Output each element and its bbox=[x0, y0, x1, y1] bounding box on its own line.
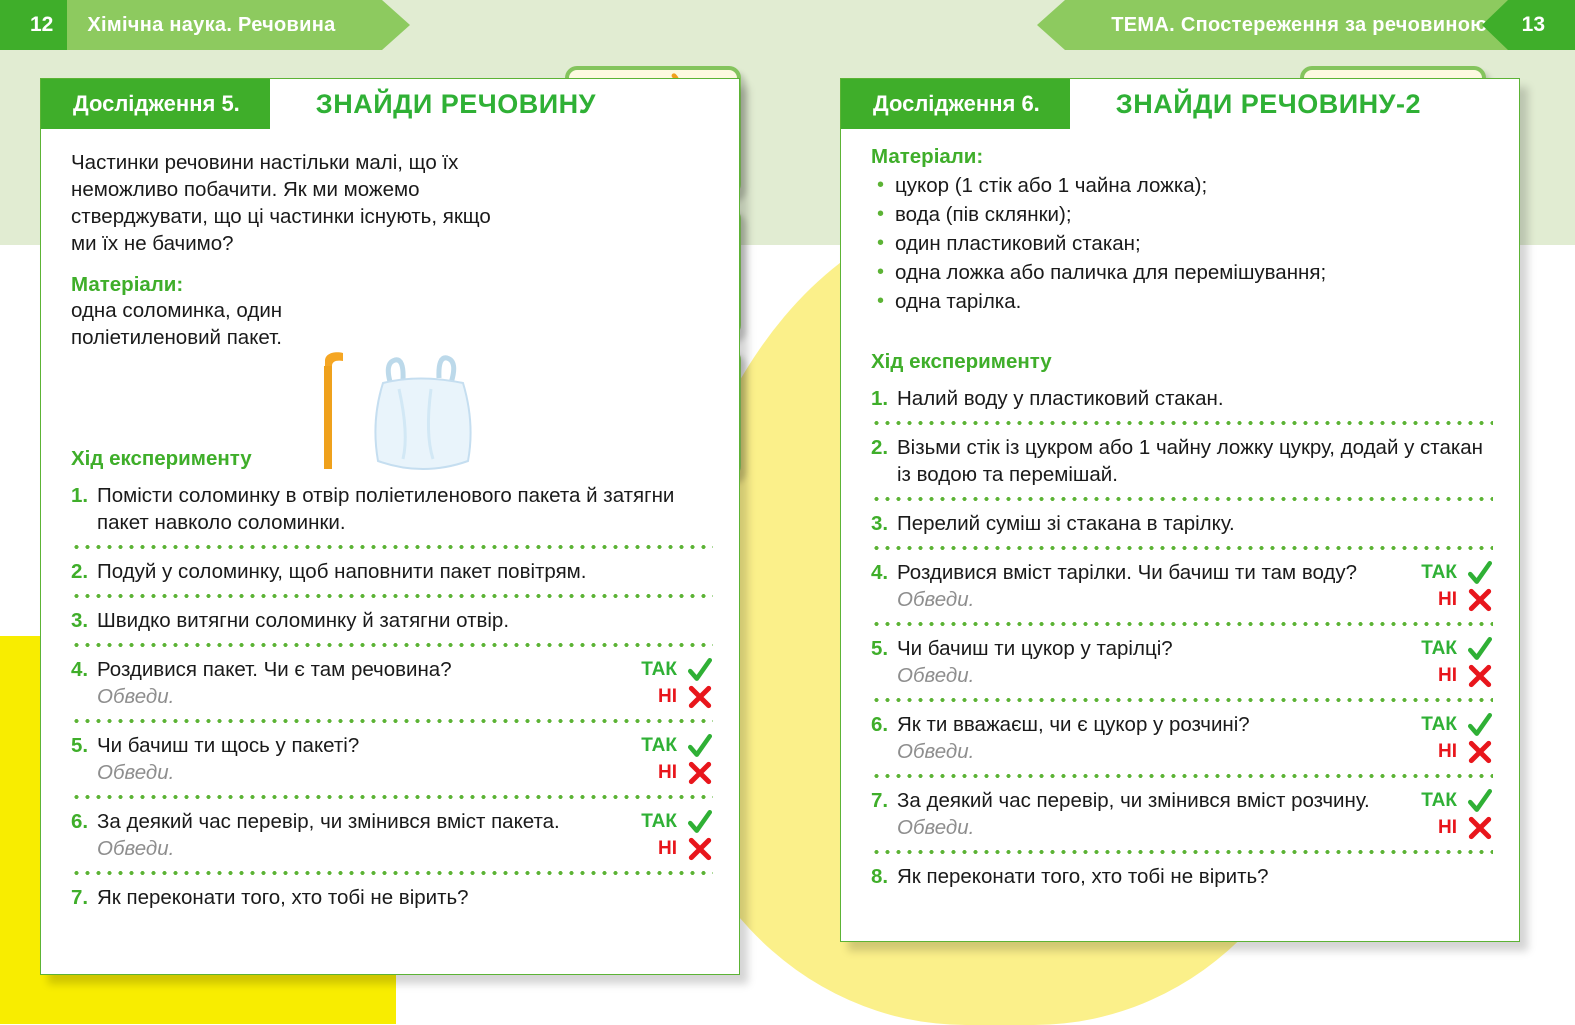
answer-no-label: НІ bbox=[1438, 664, 1457, 686]
step-text: За деякий час перевір, чи змінився вміст розчину. Обведи. bbox=[897, 789, 1370, 839]
answer-no-option[interactable] bbox=[643, 683, 713, 710]
title-notch-left bbox=[41, 79, 67, 129]
experiment-step bbox=[71, 803, 713, 867]
material-item: • цукор (1 стік або 1 чайна ложка); bbox=[871, 171, 1493, 200]
answer-no-label: НІ bbox=[658, 761, 677, 783]
yes-no-answer-group bbox=[1415, 635, 1493, 689]
cross-mark-icon bbox=[1467, 815, 1493, 841]
step-divider bbox=[871, 622, 1493, 626]
answer-no-label: НІ bbox=[1438, 740, 1457, 762]
step-text: Налий воду у пластиковий стакан. bbox=[897, 387, 1224, 410]
cross-mark-icon bbox=[1467, 587, 1493, 613]
experiment-step bbox=[871, 380, 1493, 417]
step-number: 1. bbox=[71, 484, 89, 507]
step-hint: Обведи. bbox=[97, 761, 175, 784]
answer-no-label: НІ bbox=[658, 837, 677, 859]
title-notch-right bbox=[841, 79, 867, 129]
materials-text-left: одна соломинка, один поліетиленовий пакет. bbox=[71, 299, 283, 349]
answer-no-label: НІ bbox=[1438, 588, 1457, 610]
check-mark-icon bbox=[687, 657, 713, 683]
experiment-step bbox=[871, 706, 1493, 770]
answer-yes-label: ТАК bbox=[1421, 713, 1457, 735]
step-text: Як переконати того, хто тобі не вірить? bbox=[897, 865, 1269, 888]
yes-no-answer-group bbox=[635, 656, 713, 710]
step-number: 2. bbox=[871, 436, 889, 459]
material-item: • один пластиковий стакан; bbox=[871, 229, 1493, 258]
material-item: • одна тарілка. bbox=[871, 287, 1493, 316]
step-number: 3. bbox=[71, 609, 89, 632]
yes-no-answer-group bbox=[635, 732, 713, 786]
intro-paragraph-left: Частинки речовини настільки малі, що їх неможливо побачити. Як ми можемо стверджувати, що ці частинки існують, якщо ми їх не бачимо? bbox=[71, 151, 491, 255]
step-number: 8. bbox=[871, 865, 889, 888]
materials-list-right bbox=[871, 171, 1493, 316]
yes-no-answer-group bbox=[1415, 711, 1493, 765]
step-divider bbox=[871, 497, 1493, 501]
experiment-tag-right: Дослідження 6. bbox=[873, 91, 1040, 116]
steps-list-right bbox=[871, 380, 1493, 895]
steps-list-left bbox=[71, 477, 713, 916]
step-text: Як ти вважаєш, чи є цукор у розчині? Обведи. bbox=[897, 713, 1250, 763]
step-text: Помісти соломинку в отвір поліетиленового пакета й затягни пакет навколо соломинки. bbox=[97, 484, 675, 534]
answer-yes-option[interactable] bbox=[643, 732, 713, 759]
answer-yes-option[interactable] bbox=[1423, 787, 1493, 814]
answer-no-option[interactable] bbox=[1423, 738, 1493, 765]
cross-mark-icon bbox=[1467, 739, 1493, 765]
check-mark-icon bbox=[1467, 712, 1493, 738]
straw-and-bag-illustration bbox=[291, 339, 521, 489]
step-text: Чи бачиш ти цукор у тарілці? Обведи. bbox=[897, 637, 1173, 687]
experiment-step bbox=[71, 727, 713, 791]
cross-mark-icon bbox=[687, 836, 713, 862]
answer-no-option[interactable] bbox=[643, 835, 713, 862]
step-number: 5. bbox=[871, 637, 889, 660]
experiment-step bbox=[71, 553, 713, 590]
card-title-bar-right bbox=[841, 79, 1519, 129]
materials-label-right: Матеріали: bbox=[871, 145, 984, 168]
cross-mark-icon bbox=[1467, 587, 1493, 613]
answer-yes-option[interactable] bbox=[643, 808, 713, 835]
cross-mark-icon bbox=[687, 684, 713, 710]
step-text: Роздивися пакет. Чи є там речовина? Обведи. bbox=[97, 658, 452, 708]
cross-mark-icon bbox=[1467, 739, 1493, 765]
experiment-step bbox=[871, 630, 1493, 694]
answer-no-label: НІ bbox=[1438, 816, 1457, 838]
check-mark-icon bbox=[687, 657, 713, 683]
cross-mark-icon bbox=[687, 684, 713, 710]
check-mark-icon bbox=[1467, 636, 1493, 662]
step-hint: Обведи. bbox=[97, 685, 175, 708]
check-mark-icon bbox=[1467, 560, 1493, 586]
answer-no-option[interactable] bbox=[1423, 586, 1493, 613]
yes-no-answer-group bbox=[1415, 559, 1493, 613]
answer-yes-label: ТАК bbox=[641, 734, 677, 756]
experiment-step bbox=[871, 554, 1493, 618]
materials-label-left: Матеріали: bbox=[71, 273, 184, 296]
check-mark-icon bbox=[1467, 712, 1493, 738]
experiment-step bbox=[871, 505, 1493, 542]
answer-yes-label: ТАК bbox=[641, 810, 677, 832]
step-text: Чи бачиш ти щось у пакеті? Обведи. bbox=[97, 734, 360, 784]
experiment-card-6 bbox=[840, 78, 1520, 942]
chapter-title-right: ТЕМА. Спостереження за речовиною bbox=[1065, 0, 1507, 50]
card-title-bar-left bbox=[41, 79, 739, 129]
answer-yes-label: ТАК bbox=[641, 658, 677, 680]
step-divider bbox=[871, 546, 1493, 550]
step-divider bbox=[71, 871, 713, 875]
experiment-step bbox=[71, 602, 713, 639]
step-hint: Обведи. bbox=[897, 816, 975, 839]
card-body-right bbox=[841, 129, 1519, 941]
answer-no-option[interactable] bbox=[1423, 662, 1493, 689]
step-hint: Обведи. bbox=[897, 588, 975, 611]
cross-mark-icon bbox=[1467, 663, 1493, 689]
step-number: 4. bbox=[71, 658, 89, 681]
cross-mark-icon bbox=[687, 760, 713, 786]
step-text: Візьми стік із цукром або 1 чайну ложку цукру, додай у стакан із водою та перемішай. bbox=[897, 436, 1484, 486]
yes-no-answer-group bbox=[1415, 787, 1493, 841]
step-number: 2. bbox=[71, 560, 89, 583]
cross-mark-icon bbox=[1467, 815, 1493, 841]
step-hint: Обведи. bbox=[897, 664, 975, 687]
chapter-title-left: Хімічна наука. Речовина bbox=[67, 0, 381, 50]
experiment-step bbox=[71, 651, 713, 715]
page-number-left: 12 bbox=[0, 0, 67, 50]
experiment-tag-left: Дослідження 5. bbox=[73, 91, 240, 116]
procedure-label-right: Хід експерименту bbox=[871, 350, 1052, 373]
procedure-label-left: Хід експерименту bbox=[71, 447, 252, 470]
experiment-heading-right: ЗНАЙДИ РЕЧОВИНУ-2 bbox=[1115, 88, 1421, 119]
answer-yes-option[interactable] bbox=[643, 656, 713, 683]
answer-yes-option[interactable] bbox=[1423, 559, 1493, 586]
step-number: 5. bbox=[71, 734, 89, 757]
check-mark-icon bbox=[1467, 788, 1493, 814]
answer-no-option[interactable] bbox=[1423, 814, 1493, 841]
step-divider bbox=[871, 698, 1493, 702]
step-number: 7. bbox=[71, 886, 89, 909]
step-text: Як переконати того, хто тобі не вірить? bbox=[97, 886, 469, 909]
answer-no-option[interactable] bbox=[643, 759, 713, 786]
check-mark-icon bbox=[1467, 560, 1493, 586]
step-number: 7. bbox=[871, 789, 889, 812]
step-divider bbox=[71, 643, 713, 647]
step-text: За деякий час перевір, чи змінився вміст пакета. Обведи. bbox=[97, 810, 560, 860]
experiment-heading-left: ЗНАЙДИ РЕЧОВИНУ bbox=[315, 88, 596, 119]
answer-yes-option[interactable] bbox=[1423, 711, 1493, 738]
experiment-card-5 bbox=[40, 78, 740, 975]
step-divider bbox=[871, 850, 1493, 854]
step-text: Подуй у соломинку, щоб наповнити пакет повітрям. bbox=[97, 560, 587, 583]
step-number: 6. bbox=[71, 810, 89, 833]
answer-yes-label: ТАК bbox=[1421, 637, 1457, 659]
running-header-left bbox=[0, 0, 382, 50]
step-number: 3. bbox=[871, 512, 889, 535]
step-text: Швидко витягни соломинку й затягни отвір. bbox=[97, 609, 510, 632]
running-header-right bbox=[1065, 0, 1575, 50]
experiment-step bbox=[71, 879, 713, 916]
cross-mark-icon bbox=[1467, 663, 1493, 689]
check-mark-icon bbox=[687, 809, 713, 835]
experiment-step bbox=[871, 429, 1493, 493]
step-number: 1. bbox=[871, 387, 889, 410]
step-divider bbox=[71, 594, 713, 598]
answer-no-label: НІ bbox=[658, 685, 677, 707]
step-text: Перелий суміш зі стакана в тарілку. bbox=[897, 512, 1235, 535]
step-divider bbox=[71, 545, 713, 549]
step-hint: Обведи. bbox=[97, 837, 175, 860]
step-divider bbox=[871, 774, 1493, 778]
step-divider bbox=[71, 719, 713, 723]
material-item: • вода (пів склянки); bbox=[871, 200, 1493, 229]
cross-mark-icon bbox=[687, 836, 713, 862]
step-number: 4. bbox=[871, 561, 889, 584]
experiment-step bbox=[871, 858, 1493, 895]
answer-yes-label: ТАК bbox=[1421, 789, 1457, 811]
answer-yes-option[interactable] bbox=[1423, 635, 1493, 662]
check-mark-icon bbox=[687, 809, 713, 835]
page-number-right: 13 bbox=[1508, 0, 1575, 50]
step-divider bbox=[871, 421, 1493, 425]
material-item: • одна ложка або паличка для перемішування; bbox=[871, 258, 1493, 287]
step-hint: Обведи. bbox=[897, 740, 975, 763]
check-mark-icon bbox=[1467, 788, 1493, 814]
step-number: 6. bbox=[871, 713, 889, 736]
answer-yes-label: ТАК bbox=[1421, 561, 1457, 583]
yes-no-answer-group bbox=[635, 808, 713, 862]
cross-mark-icon bbox=[687, 760, 713, 786]
check-mark-icon bbox=[1467, 636, 1493, 662]
check-mark-icon bbox=[687, 733, 713, 759]
step-divider bbox=[71, 795, 713, 799]
step-text: Роздивися вміст тарілки. Чи бачиш ти там воду? Обведи. bbox=[897, 561, 1358, 611]
experiment-step bbox=[871, 782, 1493, 846]
card-body-left bbox=[41, 129, 739, 974]
check-mark-icon bbox=[687, 733, 713, 759]
